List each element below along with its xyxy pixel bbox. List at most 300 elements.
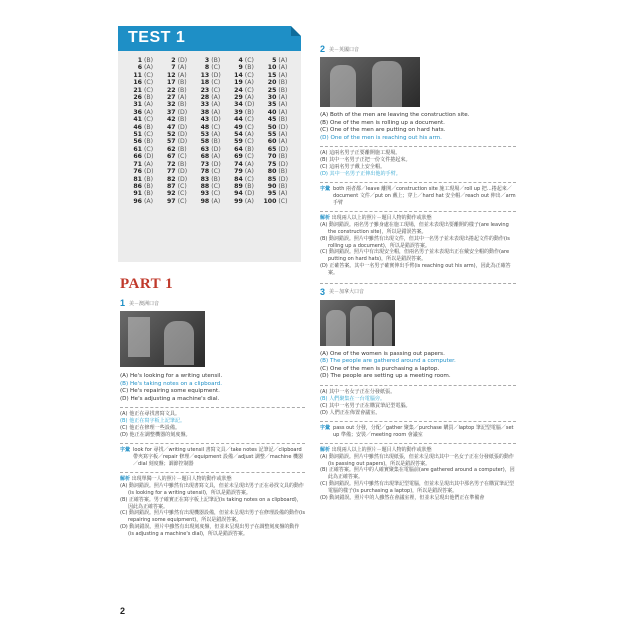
answer-number: 30 — [267, 94, 277, 102]
vocab-text: pass out 分發，分配／gather 聚集／purchase 購買／laptop 筆記型電腦／set up 準備；安裝／meeting room 會議室 — [333, 424, 514, 438]
divider — [320, 182, 516, 183]
answer-letter: (D) — [177, 131, 188, 139]
answer-number: 11 — [133, 71, 142, 79]
answer-letter: (C) — [177, 197, 187, 205]
vocab-text: both 兩者都／leave 離開／construction site 施工現場／roll up 把…捲起來／document 文件／put on 戴上；穿上／hard hat 安全帽／reach out 伸出／arm 手臂 — [333, 186, 516, 207]
accent-info: 美－澳洲口音 — [129, 300, 160, 307]
answer-letter: (C) — [244, 138, 254, 146]
answer-entry — [229, 176, 263, 183]
translation-d-correct: (D) 其中一名男子正伸出他的手臂。 — [320, 171, 401, 178]
answer-number: 96 — [133, 197, 142, 205]
answer-entry — [262, 198, 296, 205]
answer-entry — [128, 79, 162, 86]
exp-tag: 解析 — [320, 215, 331, 222]
answer-entry — [128, 94, 162, 101]
answer-number: 65 — [267, 145, 277, 153]
answer-entry — [128, 87, 162, 94]
explanation-c: (C) 動詞錯誤。照片中雖然有出現機器設備，但並未呈現出男子在修理設備的動作(is repairing some equipment)，所以是錯誤答案。 — [120, 510, 305, 524]
explanation-d: (D) 正確答案。其中一名男子確實伸出手臂(is reaching out his arm)，因此為正確答案。 — [320, 262, 511, 276]
answer-number: 53 — [200, 131, 210, 139]
answer-entry — [229, 124, 263, 131]
divider — [320, 211, 516, 212]
answer-entry — [262, 101, 296, 108]
folded-corner — [291, 26, 301, 36]
answer-entry — [128, 183, 162, 190]
section-divider — [320, 283, 516, 284]
answer-letter: (C) — [278, 197, 288, 205]
answer-number: 58 — [200, 138, 210, 146]
answer-letter: (C) — [144, 131, 154, 139]
explanation-a: (A) 動詞錯誤。照片中雖然有出現紙張，但並未呈現出其中一名女子正在分發紙張的動作(is passing out papers)，所以是錯誤答案。 — [320, 453, 514, 467]
answer-letter: (C) — [211, 168, 221, 176]
answer-entry — [262, 190, 296, 197]
answer-number: 5 — [272, 57, 277, 64]
answer-letter: (D) — [144, 153, 154, 161]
answer-entry — [162, 146, 196, 153]
translation-c: (C) 其中一名男子正在購買筆記型電腦。 — [320, 402, 411, 409]
answer-entry — [162, 57, 196, 64]
answer-number: 81 — [133, 175, 142, 183]
answer-letter: (C) — [211, 190, 221, 198]
answer-entry — [229, 190, 263, 197]
exp-tag: 解析 — [120, 476, 131, 483]
answer-letter: (B) — [278, 168, 288, 176]
answer-letter: (D) — [278, 123, 288, 131]
answer-number: 17 — [166, 79, 176, 87]
answer-entry — [229, 146, 263, 153]
explanation-intro — [320, 447, 516, 454]
answer-entry — [262, 72, 296, 79]
translation-a: (A) 其中一名女子正在分發紙張。 — [320, 388, 396, 395]
answer-entry — [162, 94, 196, 101]
option-b: (B) One of the men is rolling up a document. — [320, 119, 445, 126]
answer-letter: (D) — [177, 123, 188, 131]
accent-info: 美－加拿大口音 — [329, 289, 365, 296]
answer-entry — [229, 168, 263, 175]
answer-letter: (C) — [177, 190, 187, 198]
answer-letter: (C) — [177, 153, 187, 161]
answer-number: 46 — [133, 123, 142, 131]
answer-number: 37 — [166, 108, 176, 116]
answer-number: 72 — [166, 160, 176, 168]
answer-entry — [195, 116, 229, 123]
answer-entry — [195, 94, 229, 101]
answer-number: 83 — [200, 175, 210, 183]
answer-entry — [162, 138, 196, 145]
answer-entry — [162, 101, 196, 108]
answer-entry — [195, 176, 229, 183]
answer-number: 7 — [171, 64, 176, 72]
answer-letter: (B) — [177, 86, 187, 94]
answer-entry — [195, 138, 229, 145]
answer-letter: (A) — [244, 131, 254, 139]
answer-entry — [162, 161, 196, 168]
translation-c: (C) 他正在修理一些設備。 — [120, 425, 181, 432]
answer-letter: (C) — [244, 123, 254, 131]
answer-entry — [229, 64, 263, 71]
divider — [320, 146, 516, 147]
answer-entry — [262, 64, 296, 71]
left-column — [118, 26, 305, 537]
answer-entry — [162, 116, 196, 123]
answer-number: 36 — [133, 108, 142, 116]
answer-letter: (A) — [211, 108, 221, 116]
answer-letter: (A) — [278, 108, 288, 116]
answer-letter: (A) — [211, 197, 221, 205]
answer-letter: (C) — [244, 71, 254, 79]
answer-letter: (D) — [177, 175, 188, 183]
answer-entry — [229, 101, 263, 108]
answer-entry — [262, 176, 296, 183]
answer-number: 69 — [234, 153, 243, 161]
answer-entry — [162, 176, 196, 183]
answer-number: 29 — [234, 94, 243, 102]
answer-number: 90 — [267, 182, 277, 190]
answer-number: 22 — [166, 86, 176, 94]
answer-number: 43 — [200, 116, 210, 124]
answer-entry — [128, 146, 162, 153]
answer-number: 67 — [166, 153, 176, 161]
answer-number: 87 — [166, 182, 176, 190]
answer-entry — [162, 79, 196, 86]
answer-letter: (A) — [211, 131, 221, 139]
answer-number: 18 — [200, 79, 210, 87]
translation-b: (B) 其中一名男子正把一份文件捲起來。 — [320, 157, 411, 164]
answer-number: 64 — [234, 145, 243, 153]
answer-letter: (B) — [144, 94, 154, 102]
answer-letter: (A) — [244, 94, 254, 102]
answer-number: 28 — [200, 94, 210, 102]
answer-letter: (D) — [144, 168, 154, 176]
answer-entry — [162, 131, 196, 138]
option-c: (C) One of the men is purchasing a laptop. — [320, 365, 440, 372]
answer-number: 74 — [234, 160, 243, 168]
answer-letter: (A) — [177, 94, 187, 102]
explanation-b: (B) 正確答案。照片中的人確實聚集在電腦前(are gathered around a computer)，因此為正確答案。 — [320, 467, 515, 481]
answer-entry — [195, 168, 229, 175]
answer-letter: (B) — [144, 175, 154, 183]
answer-letter: (A) — [244, 197, 254, 205]
answer-entry — [229, 161, 263, 168]
answer-number: 33 — [200, 101, 210, 109]
answer-number: 94 — [234, 190, 243, 198]
answer-number: 40 — [267, 108, 277, 116]
answer-letter: (A) — [211, 153, 221, 161]
answer-letter: (D) — [211, 71, 221, 79]
answer-number: 86 — [133, 182, 142, 190]
divider — [320, 443, 516, 444]
answer-letter: (C) — [144, 71, 154, 79]
answer-letter: (A) — [144, 160, 154, 168]
divider — [120, 407, 305, 408]
answer-number: 4 — [238, 57, 243, 64]
answer-entry — [229, 138, 263, 145]
answer-entry — [128, 138, 162, 145]
answer-number: 66 — [133, 153, 142, 161]
answer-entry — [262, 131, 296, 138]
answer-entry — [128, 161, 162, 168]
translation-b-correct: (B) 人們聚集在一台電腦旁。 — [320, 395, 386, 402]
vocabulary — [320, 425, 516, 439]
vocab-tag: 字彙 — [320, 186, 331, 193]
answer-letter: (B) — [144, 57, 154, 64]
answer-letter: (A) — [278, 57, 288, 64]
answer-letter: (C) — [211, 182, 221, 190]
answer-number: 12 — [166, 71, 176, 79]
answer-letter: (D) — [177, 108, 188, 116]
answer-entry — [128, 190, 162, 197]
answer-entry — [262, 183, 296, 190]
translation-d: (D) 人們正在佈置會議室。 — [320, 409, 381, 416]
right-column — [320, 44, 516, 501]
answer-letter: (B) — [244, 182, 254, 190]
answer-number: 89 — [234, 182, 243, 190]
option-d: (D) He's adjusting a machine's dial. — [120, 395, 220, 402]
answer-entry — [128, 176, 162, 183]
answer-letter: (A) — [144, 64, 154, 72]
answer-entry — [162, 109, 196, 116]
answer-letter: (B) — [211, 138, 221, 146]
answer-entry — [229, 153, 263, 160]
answer-number: 62 — [166, 145, 176, 153]
answer-number: 19 — [234, 79, 243, 87]
answer-number: 82 — [166, 175, 176, 183]
answer-entry — [262, 116, 296, 123]
answer-letter: (B) — [278, 86, 288, 94]
answer-number: 39 — [234, 108, 243, 116]
vocab-tag: 字彙 — [320, 424, 331, 431]
answer-number: 1 — [137, 57, 142, 64]
answer-letter: (B) — [177, 145, 187, 153]
answer-entry — [162, 72, 196, 79]
answer-number: 59 — [234, 138, 243, 146]
answer-letter: (B) — [278, 182, 288, 190]
answer-entry — [229, 57, 263, 64]
answer-letter: (C) — [144, 86, 154, 94]
answer-entry — [128, 124, 162, 131]
option-a: (A) Both of the men are leaving the construction site. — [320, 112, 470, 118]
answer-number: 2 — [171, 57, 176, 64]
divider — [320, 385, 516, 386]
answer-number: 77 — [166, 168, 176, 176]
answer-number: 45 — [267, 116, 277, 124]
answer-entry — [262, 124, 296, 131]
answer-letter: (C) — [144, 145, 154, 153]
answer-number: 100 — [263, 197, 277, 205]
exp-intro-text: 出現兩人以上的照片－題目人物的動作或狀態 — [331, 215, 432, 222]
answer-entry — [229, 94, 263, 101]
answer-entry — [262, 109, 296, 116]
answer-entry — [195, 183, 229, 190]
explanation-b: (B) 正確答案。男子確實正在寫字板上記筆記(is taking notes on a clipboard)，因此為正確答案。 — [120, 496, 302, 510]
translation-c: (C) 這兩名男子戴上安全帽。 — [320, 164, 386, 171]
option-b-correct: (B) The people are gathered around a computer. — [320, 358, 456, 365]
answer-letter: (C) — [244, 116, 254, 124]
answer-letter: (B) — [211, 175, 221, 183]
answer-letter: (B) — [211, 57, 221, 64]
vocab-text: look for 尋找／writing utensil 書寫文具／take notes 記筆記／clipboard 帶夾寫字板／repair 修理／equipment 設備／adjust 調整／machine 機器／dial 刻度盤；調節控制器 — [133, 447, 303, 468]
answer-number: 92 — [166, 190, 176, 198]
translation-a: (A) 這兩名男子正要離開施工現場。 — [320, 150, 401, 157]
answer-letter: (A) — [244, 160, 254, 168]
answer-number: 35 — [267, 101, 277, 109]
answer-letter: (D) — [211, 145, 221, 153]
answer-entry — [262, 87, 296, 94]
answer-letter: (C) — [211, 79, 221, 87]
test-title: TEST 1 — [128, 29, 186, 46]
answer-entry — [229, 72, 263, 79]
question-number: 2 — [320, 44, 326, 54]
answer-letter: (D) — [244, 190, 255, 198]
divider — [320, 421, 516, 422]
answer-entry — [229, 131, 263, 138]
answer-number: 85 — [267, 175, 277, 183]
answer-entry — [262, 146, 296, 153]
divider — [120, 443, 305, 444]
answer-entry — [195, 146, 229, 153]
answer-number: 79 — [234, 168, 243, 176]
answer-number: 49 — [234, 123, 243, 131]
answer-letter: (C) — [244, 153, 254, 161]
answer-letter: (A) — [144, 197, 154, 205]
answer-letter: (C) — [211, 86, 221, 94]
answer-letter: (D) — [177, 138, 188, 146]
answer-entry — [162, 198, 196, 205]
option-c: (C) One of the men are putting on hard hats. — [320, 127, 446, 134]
answer-number: 10 — [267, 64, 277, 72]
answer-letter: (A) — [278, 131, 288, 139]
answer-letter: (D) — [244, 101, 255, 109]
option-a: (A) He's looking for a writing utensil. — [120, 373, 223, 379]
explanation-d: (D) 動詞錯誤。照片中的人雖然在會議室裡，但並未呈現出他們正在準備會 — [320, 494, 485, 501]
answer-letter: (A) — [278, 190, 288, 198]
answer-entry — [162, 64, 196, 71]
answer-number: 14 — [234, 71, 243, 79]
exp-intro-text: 出現單獨一人的照片－題目人物的動作或狀態 — [131, 476, 232, 483]
answer-number: 50 — [267, 123, 277, 131]
answer-entry — [262, 161, 296, 168]
exp-tag: 解析 — [320, 446, 331, 453]
question-photo — [320, 300, 395, 346]
explanation-b: (B) 動詞錯誤。照片中雖然有出現文件，但其中一名男子並未表現出捲起文件的動作(is rolling up a document)，所以是錯誤答案。 — [320, 235, 510, 249]
answer-entry — [229, 198, 263, 205]
answer-letter: (A) — [278, 101, 288, 109]
answer-number: 70 — [267, 153, 277, 161]
answer-number: 42 — [166, 116, 176, 124]
answer-number: 26 — [133, 94, 142, 102]
answer-entry — [195, 109, 229, 116]
answer-number: 44 — [234, 116, 243, 124]
answer-entry — [128, 153, 162, 160]
question-number: 3 — [320, 286, 326, 297]
answer-letter: (A) — [278, 138, 288, 146]
answer-number: 95 — [267, 190, 277, 198]
answer-number: 78 — [200, 168, 210, 176]
answer-number: 23 — [200, 86, 210, 94]
answer-entry — [128, 57, 162, 64]
answer-letter: (B) — [177, 116, 187, 124]
answer-number: 76 — [133, 168, 142, 176]
answer-letter: (B) — [144, 138, 154, 146]
answer-number: 97 — [166, 197, 176, 205]
answer-entry — [128, 198, 162, 205]
answer-letter: (A) — [278, 71, 288, 79]
answer-number: 68 — [200, 153, 210, 161]
answer-entry — [162, 183, 196, 190]
answer-entry — [195, 79, 229, 86]
answer-number: 3 — [204, 57, 210, 64]
answer-letter: (C) — [244, 86, 254, 94]
answer-letter: (D) — [211, 160, 221, 168]
answer-letter: (A) — [244, 79, 254, 87]
answer-entry — [195, 101, 229, 108]
answer-number: 48 — [200, 123, 210, 131]
answer-number: 98 — [200, 197, 210, 205]
exp-intro-text: 出現兩人以上的照片－題目人物的動作或狀態 — [331, 446, 432, 453]
answer-number: 99 — [234, 197, 243, 205]
explanation-d: (D) 動詞錯誤。照片中雖然有出現刻度盤，但並未呈現出男子在調整刻度盤的動作(is adjusting a machine's dial)，所以是錯誤答案。 — [120, 523, 300, 537]
answer-number: 60 — [267, 138, 277, 146]
answer-entry — [162, 168, 196, 175]
answer-letter: (C) — [244, 175, 254, 183]
question-1 — [120, 298, 305, 538]
accent-info: 美－英國口音 — [329, 46, 360, 53]
answer-number: 52 — [166, 131, 176, 139]
answer-letter: (A) — [211, 101, 221, 109]
answer-number: 84 — [234, 175, 243, 183]
option-d: (D) The people are setting up a meeting room. — [320, 373, 451, 380]
answer-number: 9 — [238, 64, 243, 72]
answer-entry — [195, 131, 229, 138]
answer-entry — [195, 190, 229, 197]
answer-entry — [262, 79, 296, 86]
question-photo — [120, 311, 205, 367]
answer-number: 57 — [166, 138, 176, 146]
answer-entry — [229, 87, 263, 94]
answer-entry — [229, 109, 263, 116]
answer-entry — [195, 72, 229, 79]
answer-letter: (A) — [144, 108, 154, 116]
vocabulary — [120, 447, 305, 468]
explanation-a: (A) 動詞錯誤。照片中雖然有出現書寫文具，但並未呈現出男子正在尋找文具的動作(is looking for a writing utensil)，所以是錯誤答案。 — [120, 483, 304, 496]
answer-letter: (B) — [244, 145, 254, 153]
answer-number: 20 — [267, 79, 277, 87]
answer-letter: (C) — [144, 79, 154, 87]
page-number: 2 — [120, 606, 126, 616]
answer-number: 47 — [166, 123, 176, 131]
answer-letter: (A) — [211, 94, 221, 102]
vocab-tag: 字彙 — [120, 447, 131, 454]
answer-letter: (B) — [278, 79, 288, 87]
test-header — [118, 26, 301, 51]
explanation-a: (A) 動詞錯誤。兩名男子雖身處在施工現場，但並未表現出要離開的樣子(are leaving the construction site)，所以是錯誤答案。 — [320, 222, 509, 235]
answer-number: 71 — [133, 160, 142, 168]
answer-letter: (B) — [144, 190, 154, 198]
answer-entry — [195, 64, 229, 71]
answer-entry — [195, 153, 229, 160]
answer-entry — [195, 124, 229, 131]
answer-number: 6 — [137, 64, 142, 72]
answer-number: 32 — [166, 101, 176, 109]
answer-key-card — [118, 26, 301, 262]
answer-entry — [195, 198, 229, 205]
explanation-c: (C) 動詞錯誤。照片中雖然有出現筆記型電腦，但並未呈現出其中那名男子在購買筆記型電腦的樣子(is purchasing a laptop)，所以是錯誤答案。 — [320, 480, 514, 494]
answer-entry — [128, 64, 162, 71]
answer-entry — [262, 57, 296, 64]
answer-entry — [128, 109, 162, 116]
option-d-correct: (D) One of the men is reaching out his arm. — [320, 134, 442, 141]
answer-letter: (D) — [278, 160, 288, 168]
